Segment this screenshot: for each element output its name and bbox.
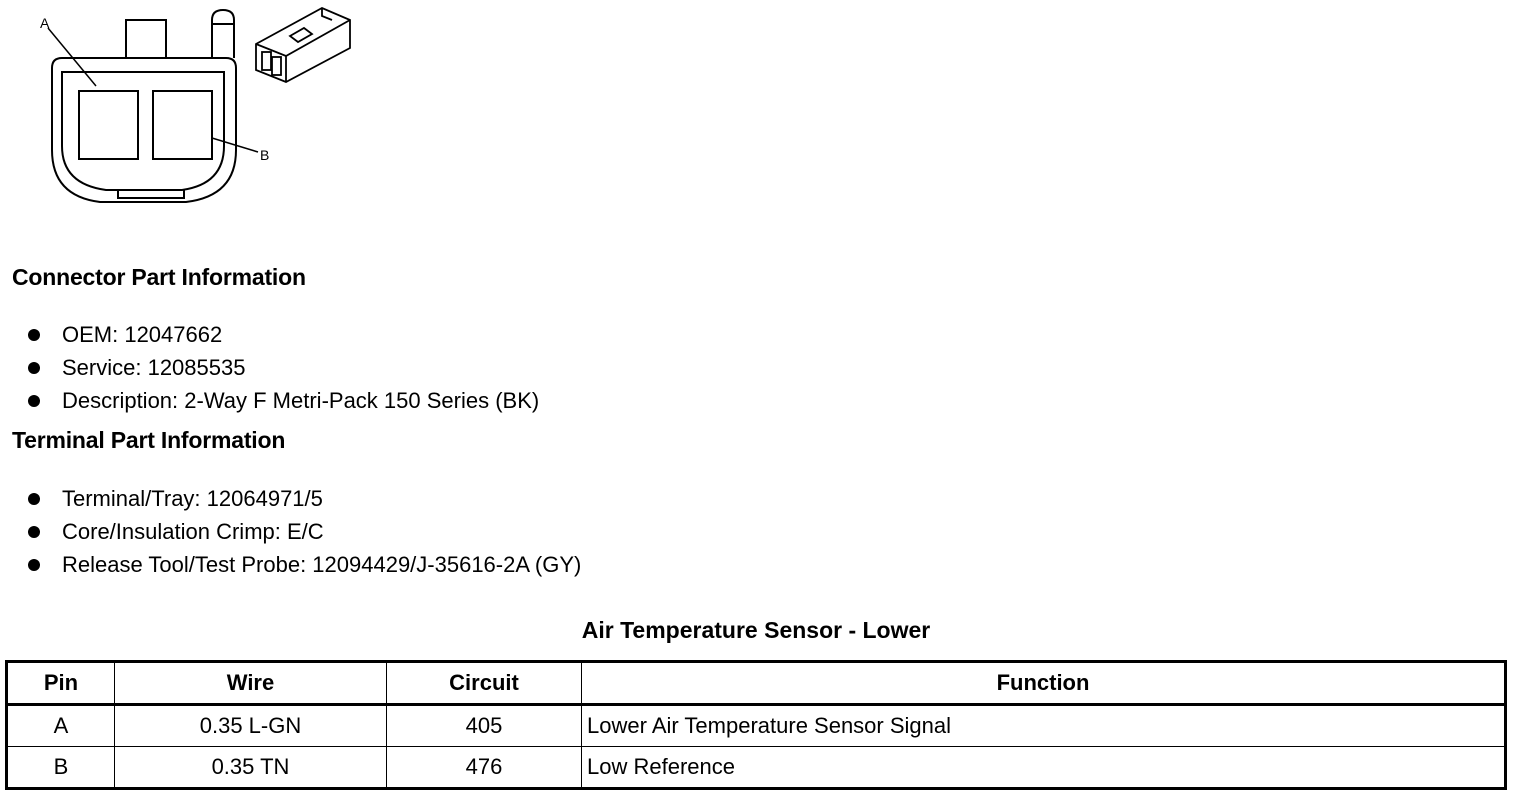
connector-part-info-list bbox=[28, 318, 539, 417]
cell-function: Lower Air Temperature Sensor Signal bbox=[582, 705, 1506, 747]
list-item bbox=[28, 548, 581, 581]
core-insulation-crimp: Core/Insulation Crimp: E/C bbox=[62, 518, 324, 544]
cell-wire: 0.35 L-GN bbox=[115, 705, 387, 747]
release-tool-test-probe: Release Tool/Test Probe: 12094429/J-35616-2A (GY) bbox=[62, 551, 582, 577]
cell-function: Low Reference bbox=[582, 747, 1506, 789]
header-circuit: Circuit bbox=[387, 662, 582, 705]
cavity-a bbox=[79, 91, 138, 159]
bullet-icon bbox=[28, 395, 40, 407]
list-item bbox=[28, 515, 581, 548]
cell-circuit: 405 bbox=[387, 705, 582, 747]
bullet-icon bbox=[28, 493, 40, 505]
list-item bbox=[28, 351, 539, 384]
cell-pin: A bbox=[7, 705, 115, 747]
header-wire: Wire bbox=[115, 662, 387, 705]
bullet-icon bbox=[28, 559, 40, 571]
terminal-tray: Terminal/Tray: 12064971/5 bbox=[62, 485, 323, 511]
oem-part-number: OEM: 12047662 bbox=[62, 321, 223, 347]
list-item bbox=[28, 482, 581, 515]
bullet-icon bbox=[28, 526, 40, 538]
pin-table bbox=[5, 660, 1507, 790]
connector-face-diagram bbox=[0, 0, 370, 215]
cell-wire: 0.35 TN bbox=[115, 747, 387, 789]
bullet-icon bbox=[28, 329, 40, 341]
cell-pin: B bbox=[7, 747, 115, 789]
pin-label-a: A bbox=[40, 15, 50, 31]
connector-part-info-heading: Connector Part Information bbox=[12, 264, 306, 290]
terminal-part-info-heading: Terminal Part Information bbox=[12, 427, 286, 453]
bullet-icon bbox=[28, 362, 40, 374]
table-header-row bbox=[7, 662, 1506, 705]
table-row bbox=[7, 705, 1506, 747]
connector-description: Description: 2-Way F Metri-Pack 150 Series (BK) bbox=[62, 387, 540, 413]
cell-circuit: 476 bbox=[387, 747, 582, 789]
header-pin: Pin bbox=[7, 662, 115, 705]
cavity-b bbox=[153, 91, 212, 159]
terminal-part-info-list bbox=[28, 482, 581, 581]
table-row bbox=[7, 747, 1506, 789]
header-function: Function bbox=[582, 662, 1506, 705]
connector-iso-icon bbox=[256, 8, 350, 82]
service-part-number: Service: 12085535 bbox=[62, 354, 246, 380]
list-item bbox=[28, 384, 539, 417]
pin-table-title: Air Temperature Sensor - Lower bbox=[581, 617, 931, 643]
list-item bbox=[28, 318, 539, 351]
pin-label-b: B bbox=[260, 147, 270, 163]
